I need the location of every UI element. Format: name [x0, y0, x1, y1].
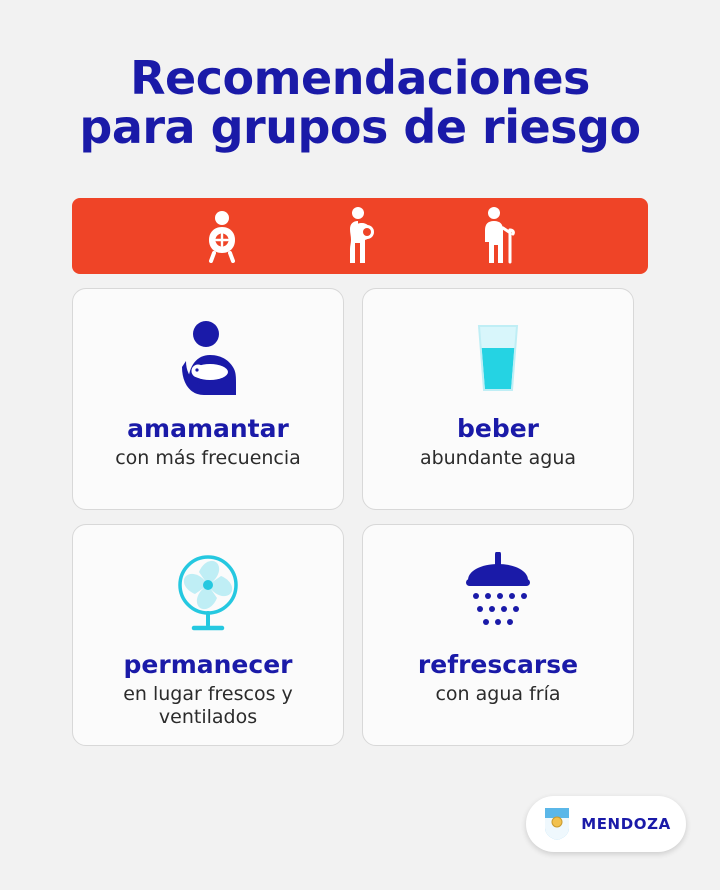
- card-amamantar[interactable]: [72, 288, 344, 510]
- breastfeeding-icon: [160, 315, 256, 401]
- title-line-1: Recomendaciones: [130, 51, 590, 105]
- card-subtitle: abundante agua: [419, 446, 577, 469]
- card-refrescarse[interactable]: [362, 524, 634, 746]
- card-title: refrescarse: [417, 650, 579, 679]
- recommendation-cards: [72, 288, 648, 746]
- pregnant-woman-icon: [330, 206, 390, 266]
- card-subtitle: en lugar frescos y ventilados: [123, 682, 293, 729]
- card-title: amamantar: [127, 414, 289, 443]
- risk-groups-banner: [72, 198, 648, 274]
- fan-icon: [165, 551, 251, 637]
- logo-text: MENDOZA: [581, 815, 671, 833]
- water-glass-icon: [465, 315, 531, 401]
- card-subtitle: con más frecuencia: [115, 446, 301, 469]
- argentina-sun-shield-icon: [541, 805, 573, 843]
- baby-icon: [192, 206, 252, 266]
- card-beber[interactable]: [362, 288, 634, 510]
- card-title: beber: [456, 414, 540, 443]
- page-title: [0, 0, 720, 152]
- card-title: permanecer: [123, 650, 293, 679]
- title-line-2: para grupos de riesgo: [79, 99, 641, 154]
- shower-icon: [446, 551, 550, 637]
- elderly-person-icon: [468, 206, 528, 266]
- card-subtitle: con agua fría: [435, 682, 561, 705]
- mendoza-logo: [526, 796, 686, 852]
- card-permanecer[interactable]: [72, 524, 344, 746]
